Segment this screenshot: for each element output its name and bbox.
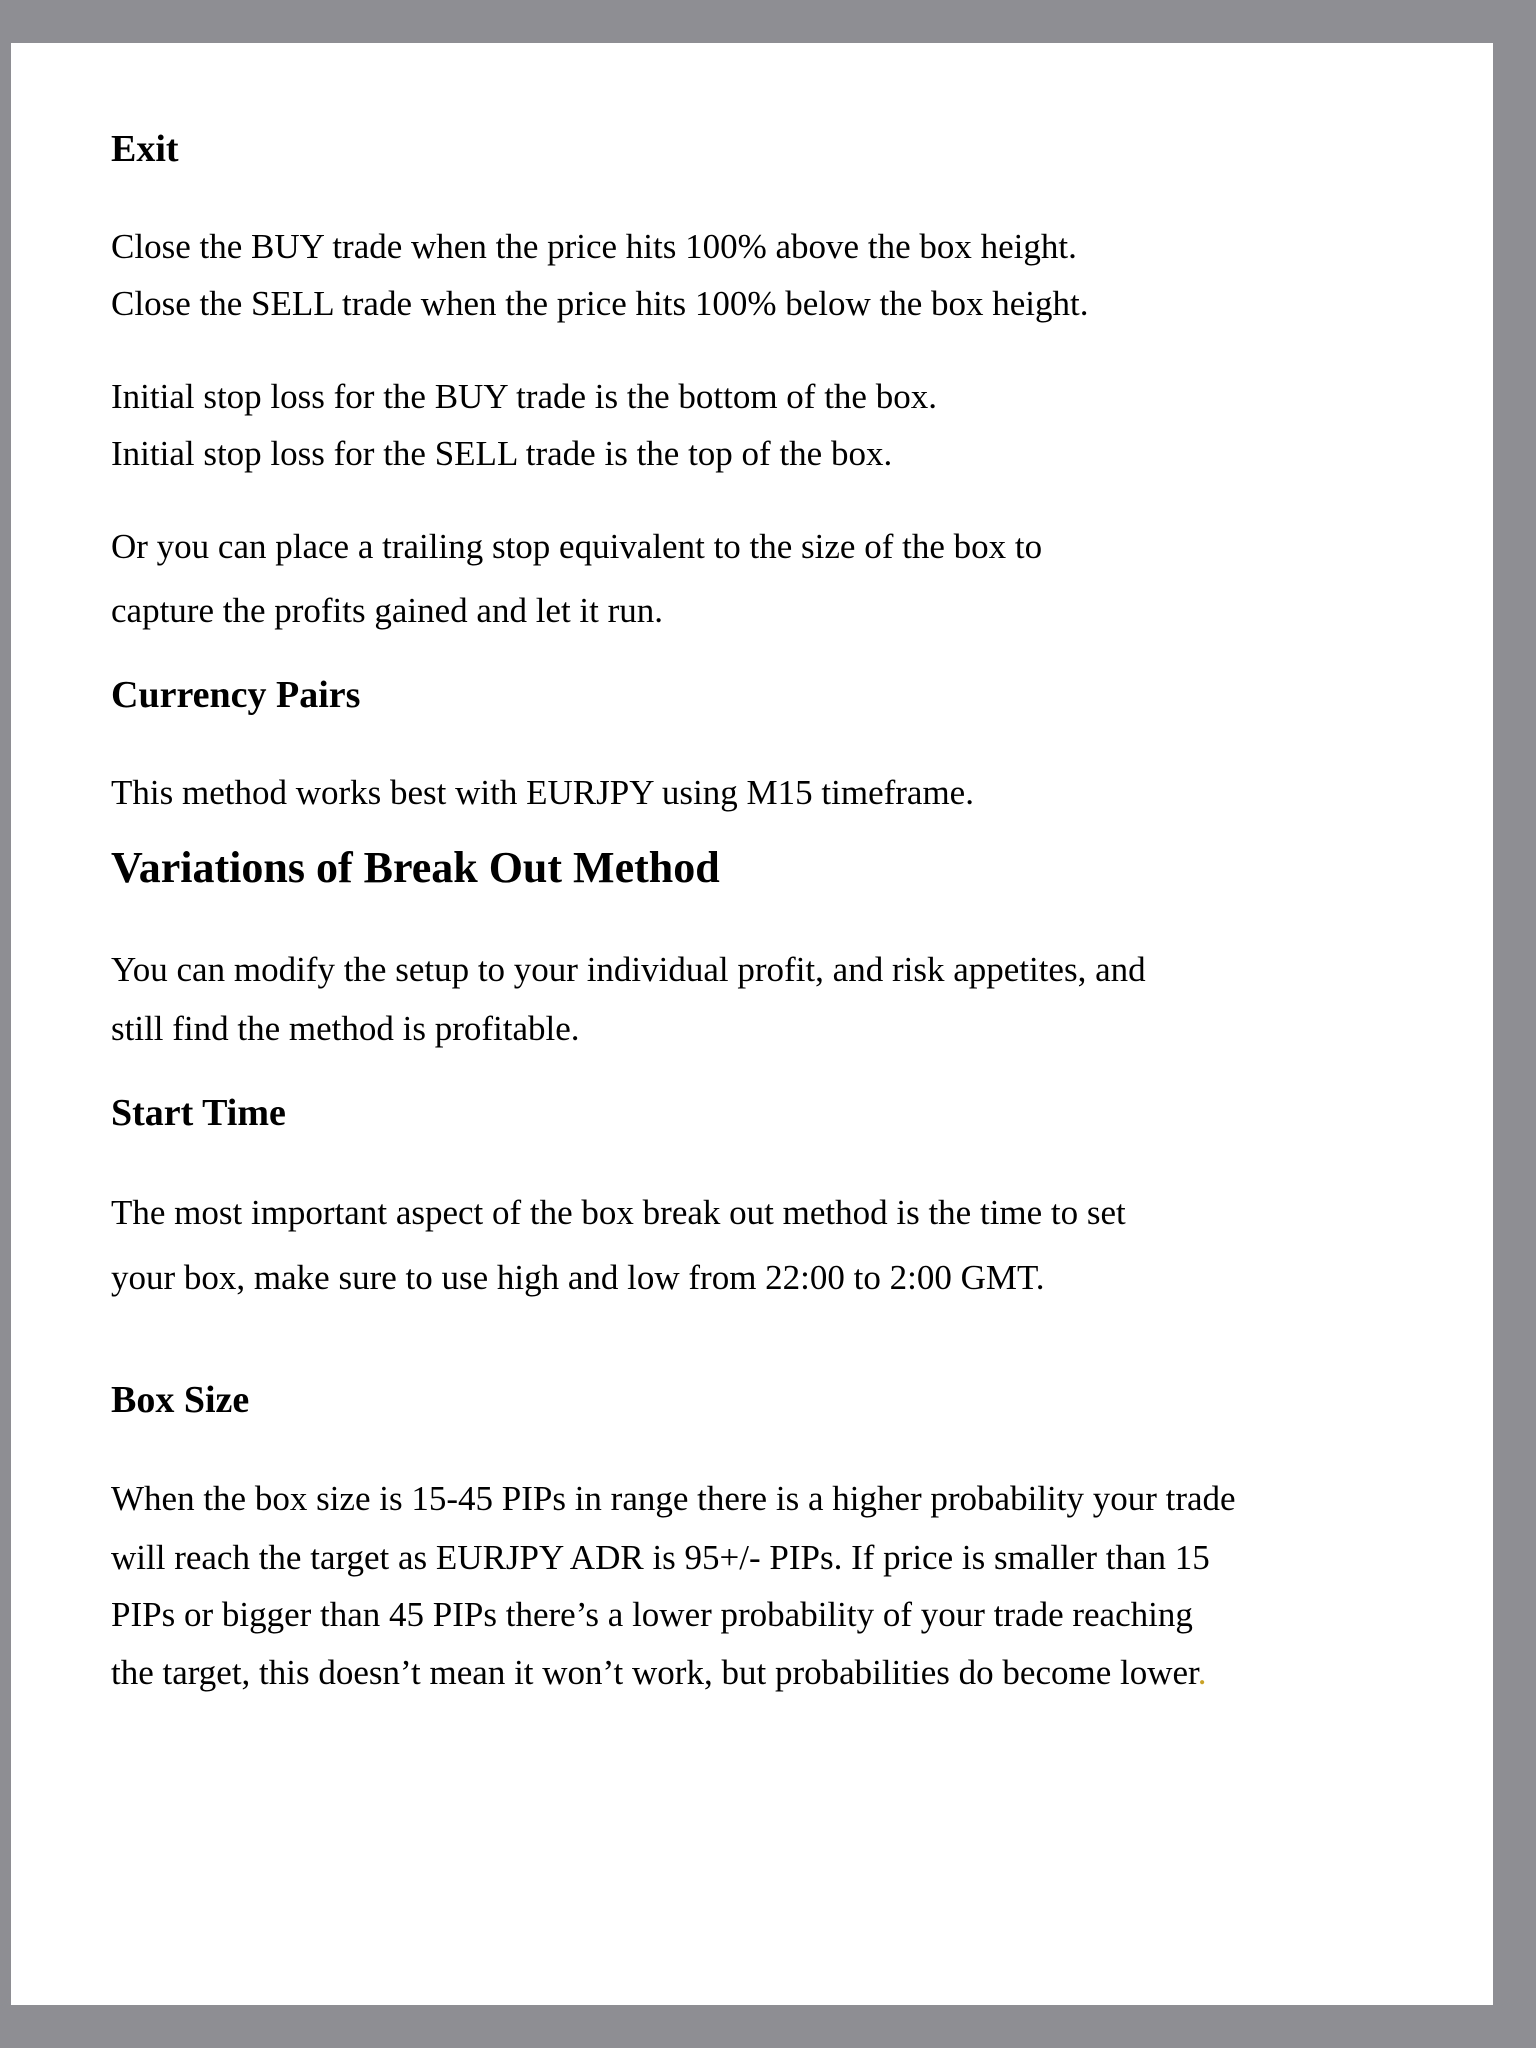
document-page xyxy=(11,43,1493,2005)
box-size-text-line4-period: . xyxy=(1197,1653,1207,1692)
exit-buy-close-text: Close the BUY trade when the price hits 100% above the box height. xyxy=(111,227,1077,266)
exit-trailing-text-line1: Or you can place a trailing stop equivalent to the size of the box to xyxy=(111,527,1043,566)
box-size-heading: Box Size xyxy=(111,1379,250,1421)
currency-pairs-text: This method works best with EURJPY using M15 timeframe. xyxy=(111,773,974,812)
variations-text-line2: still find the method is profitable. xyxy=(111,1009,580,1048)
exit-sell-close-text: Close the SELL trade when the price hits 100% below the box height. xyxy=(111,284,1089,323)
start-time-text-line2: your box, make sure to use high and low from 22:00 to 2:00 GMT. xyxy=(111,1258,1045,1297)
variations-text-line1: You can modify the setup to your individual profit, and risk appetites, and xyxy=(111,950,1146,989)
start-time-heading: Start Time xyxy=(111,1092,286,1134)
exit-trailing-text-line2: capture the profits gained and let it run. xyxy=(111,591,664,630)
exit-sell-stop-text: Initial stop loss for the SELL trade is the top of the box. xyxy=(111,434,893,473)
box-size-text-line4-body: the target, this doesn’t mean it won’t work, but probabilities do become lower xyxy=(111,1653,1198,1692)
box-size-text-line3: PIPs or bigger than 45 PIPs there’s a lower probability of your trade reaching xyxy=(111,1595,1193,1634)
exit-buy-stop-text: Initial stop loss for the BUY trade is the bottom of the box. xyxy=(111,377,937,416)
start-time-text-line1: The most important aspect of the box break out method is the time to set xyxy=(111,1193,1126,1232)
box-size-text-line2: will reach the target as EURJPY ADR is 95+/- PIPs. If price is smaller than 15 xyxy=(111,1538,1210,1577)
exit-heading: Exit xyxy=(111,128,179,170)
variations-heading: Variations of Break Out Method xyxy=(111,843,720,892)
box-size-text-line1: When the box size is 15-45 PIPs in range there is a higher probability your trade xyxy=(111,1479,1236,1518)
box-size-text-line4 xyxy=(111,1652,1207,1694)
currency-pairs-heading: Currency Pairs xyxy=(111,674,361,716)
